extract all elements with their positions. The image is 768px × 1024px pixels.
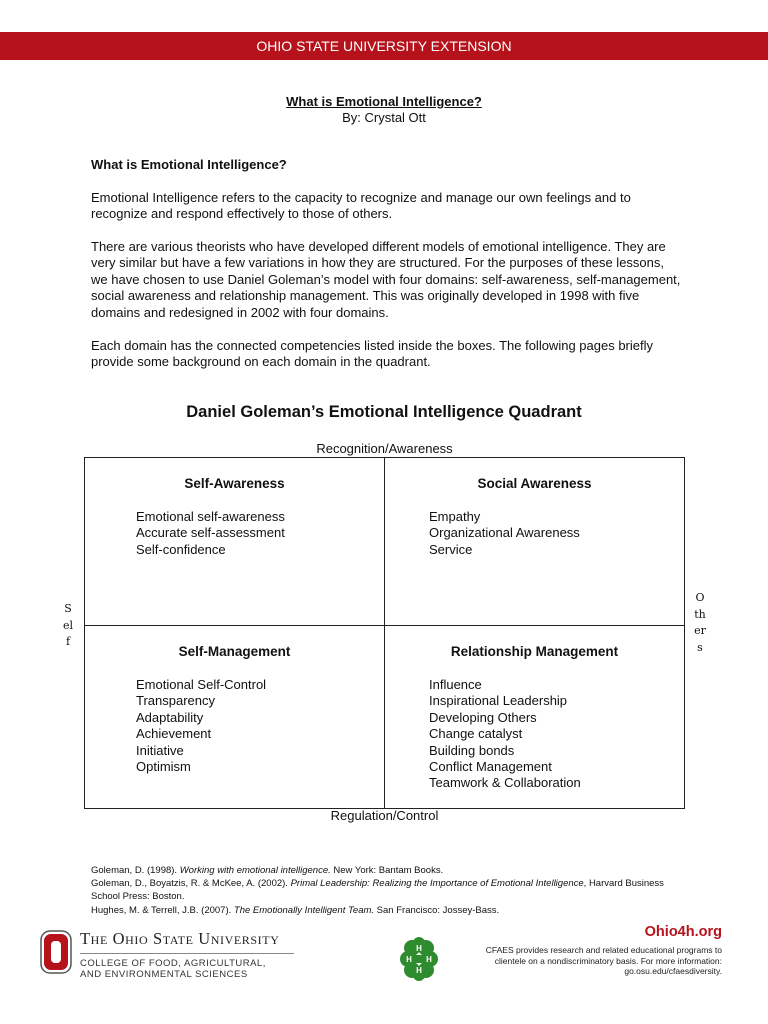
reference-entry bbox=[91, 864, 691, 877]
intro-paragraph-2: There are various theorists who have developed different models of emotional intelligence. They are very similar but have a few variations in how they are structured. For the purposes of these lessons, we have chosen to use Daniel Goleman’s model with four domains: self-awareness, self-management, social awareness and relationship management. This was originally developed in 1998 with five domains and redesigned in 2002 with four domains. bbox=[91, 239, 681, 320]
document-title: What is Emotional Intelligence? bbox=[286, 94, 482, 109]
block-o-logo-icon bbox=[40, 930, 72, 974]
cfaes-statement: CFAES provides research and related educational programs to clientele on a nondiscriminatory basis. For more information: go.osu.edu/cfaesdiversity. bbox=[485, 945, 722, 976]
reference-title: Primal Leadership: Realizing the Importance of Emotional Intelligence bbox=[290, 878, 584, 890]
intro-paragraph-3: Each domain has the connected competencies listed inside the boxes. The following pages briefly provide some background on each domain in the quadrant. bbox=[91, 338, 653, 370]
quadrant-cell-social-awareness bbox=[385, 476, 684, 558]
ohio4h-link[interactable]: Ohio4h.org bbox=[644, 924, 722, 940]
competency-list bbox=[136, 677, 384, 775]
cell-title: Self-Management bbox=[178, 644, 291, 659]
reference-text: San Francisco: Jossey-Bass. bbox=[374, 904, 500, 916]
logo-divider bbox=[80, 953, 294, 954]
quadrant-cell-relationship-management bbox=[385, 644, 684, 792]
reference-text: , Harvard Business School Press: Boston. bbox=[91, 878, 664, 903]
competency-item: Initiative bbox=[136, 742, 184, 758]
axis-label-left-vertical: Self bbox=[62, 602, 74, 648]
competency-list bbox=[429, 509, 684, 558]
college-line: COLLEGE OF FOOD, AGRICULTURAL, bbox=[80, 958, 266, 969]
competency-item: Influence bbox=[429, 677, 482, 692]
competency-item: Inspirational Leadership bbox=[429, 693, 568, 709]
reference-text: Goleman, D. (1998). bbox=[91, 865, 180, 876]
college-line: AND ENVIRONMENTAL SCIENCES bbox=[80, 969, 248, 980]
reference-entry bbox=[91, 904, 691, 917]
competency-item: Emotional self-awareness bbox=[136, 509, 285, 524]
reference-text: Hughes, M. & Terrell, J.B. (2007). bbox=[91, 904, 234, 916]
reference-title: The Emotionally Intelligent Team. bbox=[233, 904, 375, 916]
axis-label-bottom: Regulation/Control bbox=[330, 808, 439, 823]
reference-text: Goleman, D., Boyatzis, R. & McKee, A. (2002). bbox=[91, 878, 291, 890]
competency-item: Teamwork & Collaboration bbox=[429, 775, 581, 791]
college-name bbox=[80, 958, 266, 980]
four-h-clover-icon bbox=[395, 935, 443, 983]
references bbox=[91, 864, 691, 917]
university-name: The Ohio State University bbox=[80, 929, 280, 948]
competency-item: Change catalyst bbox=[429, 726, 523, 742]
competency-item: Transparency bbox=[136, 693, 215, 709]
svg-text:H: H bbox=[416, 944, 422, 953]
competency-item: Empathy bbox=[429, 509, 481, 524]
svg-text:H: H bbox=[416, 966, 422, 975]
competency-item: Emotional Self-Control bbox=[136, 677, 267, 692]
intro-paragraph-1: Emotional Intelligence refers to the capacity to recognize and manage our own feelings and to recognize and respond effectively to those of others. bbox=[91, 190, 631, 222]
axis-label-top: Recognition/Awareness bbox=[316, 441, 453, 456]
competency-item: Achievement bbox=[136, 726, 212, 742]
competency-list bbox=[136, 509, 384, 558]
quadrant-title: Daniel Goleman’s Emotional Intelligence Quadrant bbox=[186, 403, 582, 421]
cell-title: Self-Awareness bbox=[184, 476, 285, 491]
quadrant-cell-self-management bbox=[85, 644, 384, 775]
cell-title: Relationship Management bbox=[450, 644, 619, 659]
quadrant-cell-self-awareness bbox=[85, 476, 384, 558]
ei-quadrant-grid bbox=[84, 457, 685, 809]
quadrant-horizontal-divider bbox=[85, 625, 684, 626]
competency-item: Conflict Management bbox=[429, 759, 552, 775]
axis-label-right-vertical: Others bbox=[694, 591, 706, 654]
reference-title: Working with emotional intelligence. bbox=[179, 865, 331, 876]
competency-item: Optimism bbox=[136, 759, 191, 775]
competency-item: Developing Others bbox=[429, 709, 537, 725]
svg-text:H: H bbox=[406, 955, 412, 964]
extension-banner: OHIO STATE UNIVERSITY EXTENSION bbox=[0, 32, 768, 60]
section-heading: What is Emotional Intelligence? bbox=[91, 157, 287, 172]
competency-item: Service bbox=[429, 541, 473, 557]
competency-item: Organizational Awareness bbox=[429, 525, 580, 541]
competency-list bbox=[429, 677, 684, 792]
osu-cfaes-logo bbox=[40, 927, 310, 982]
svg-text:H: H bbox=[426, 955, 432, 964]
reference-text: New York: Bantam Books. bbox=[330, 865, 444, 876]
reference-entry bbox=[91, 877, 691, 903]
competency-item: Self-confidence bbox=[136, 541, 226, 557]
author-byline: By: Crystal Ott bbox=[342, 110, 426, 125]
competency-item: Building bonds bbox=[429, 742, 515, 758]
competency-item: Accurate self-assessment bbox=[136, 525, 285, 541]
cell-title: Social Awareness bbox=[477, 476, 592, 491]
competency-item: Adaptability bbox=[136, 709, 204, 725]
